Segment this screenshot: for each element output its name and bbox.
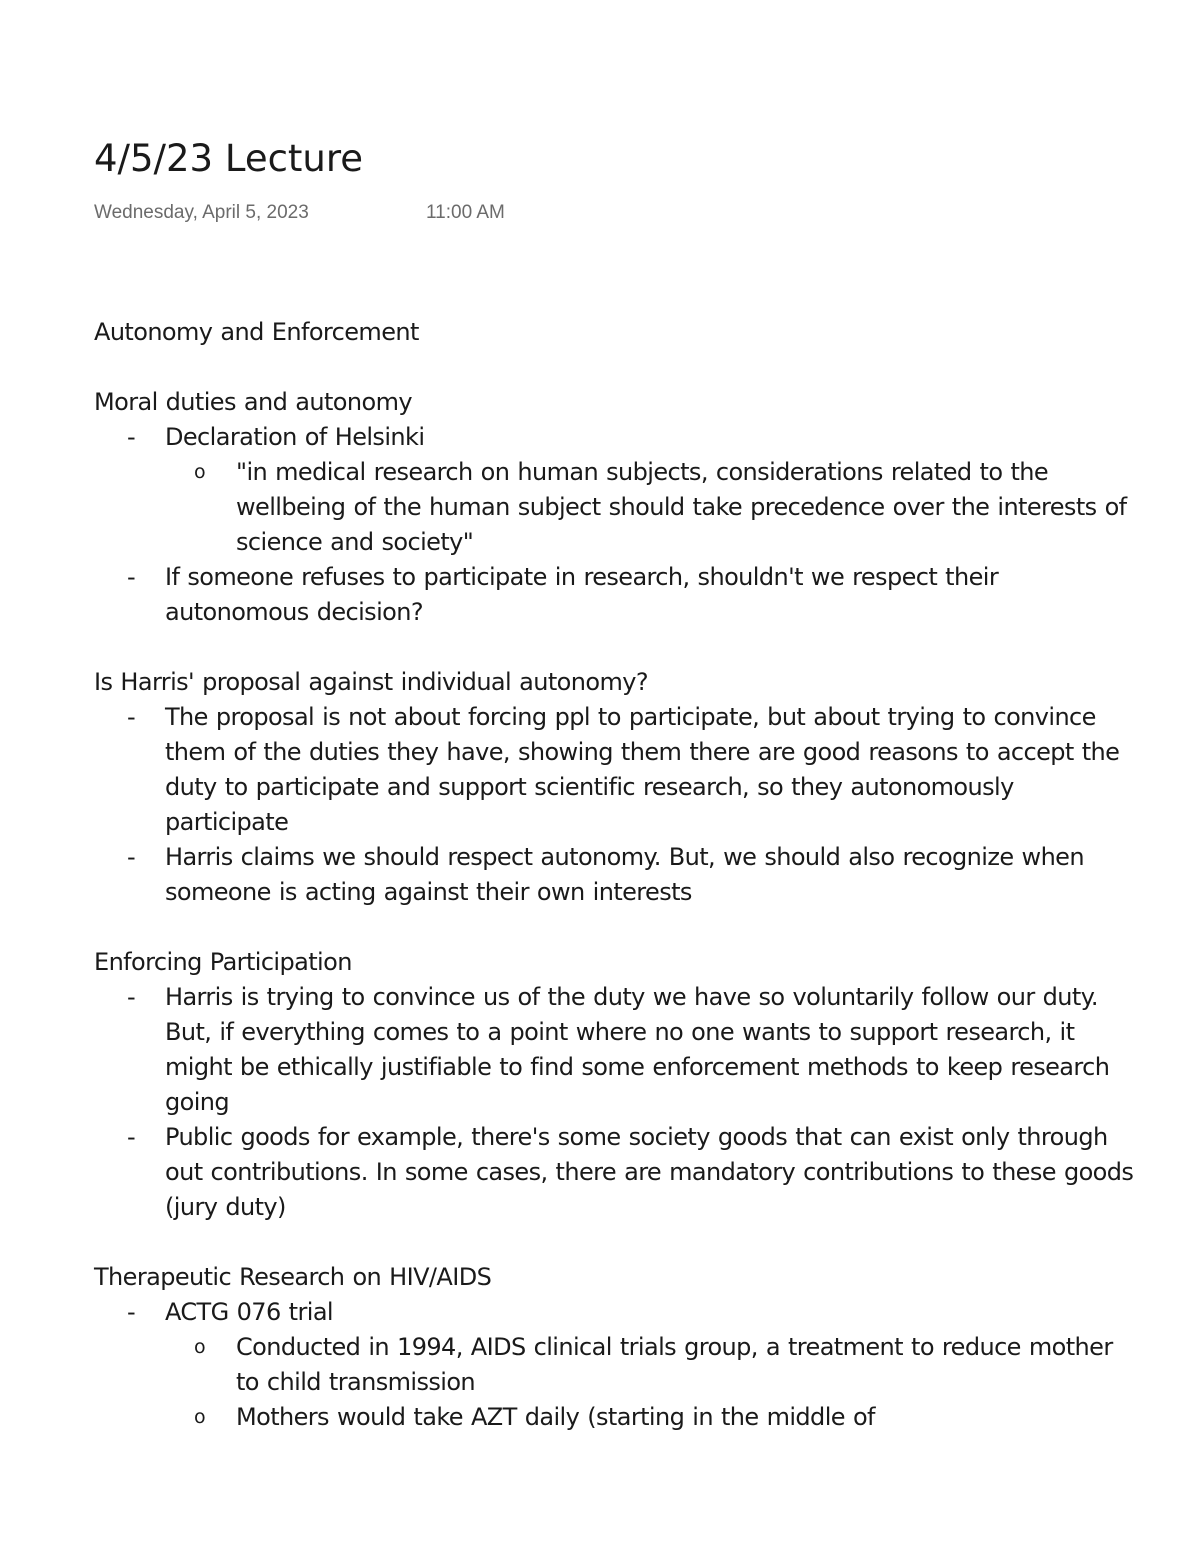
bullet-text: Harris claims we should respect autonomy. But, we should also recognize when someone is acting against their own interests (165, 843, 1084, 906)
section-heading: Therapeutic Research on HIV/AIDS (94, 1263, 492, 1291)
circle-bullet-icon: o (194, 1336, 206, 1358)
dash-bullet-icon: - (127, 1298, 136, 1326)
dash-bullet-icon: - (127, 563, 136, 591)
sub-bullet-item (94, 1400, 1134, 1435)
note-body (94, 315, 1134, 1435)
bullet-item (94, 700, 1134, 840)
bullet-item (94, 420, 1134, 455)
note-date: Wednesday, April 5, 2023 (94, 202, 309, 223)
section-heading: Is Harris' proposal against individual autonomy? (94, 668, 648, 696)
bullet-text: The proposal is not about forcing ppl to participate, but about trying to convince them of the duties they have, showing them there are good reasons to accept the duty to participate and support scientific research, so they autonomously participate (165, 703, 1120, 836)
dash-bullet-icon: - (127, 983, 136, 1011)
bullet-text: If someone refuses to participate in research, shouldn't we respect their autonomous decision? (165, 563, 999, 626)
bullet-text: Declaration of Helsinki (165, 423, 425, 451)
note-section (94, 1260, 1134, 1435)
bullet-item (94, 980, 1134, 1120)
note-section (94, 665, 1134, 910)
dash-bullet-icon: - (127, 1123, 136, 1151)
circle-bullet-icon: o (194, 1406, 206, 1428)
section-heading: Autonomy and Enforcement (94, 318, 419, 346)
sub-bullet-text: "in medical research on human subjects, considerations related to the wellbeing of the human subject should take precedence over the interests of science and society" (236, 458, 1127, 556)
sub-bullet-item (94, 1330, 1134, 1400)
bullet-text: ACTG 076 trial (165, 1298, 333, 1326)
bullet-item (94, 840, 1134, 910)
dash-bullet-icon: - (127, 703, 136, 731)
note-section (94, 315, 1134, 350)
section-heading: Moral duties and autonomy (94, 388, 412, 416)
bullet-item (94, 560, 1134, 630)
sub-bullet-item (94, 455, 1134, 560)
bullet-text: Public goods for example, there's some society goods that can exist only through out contributions. In some cases, there are mandatory contributions to these goods (jury duty) (165, 1123, 1134, 1221)
circle-bullet-icon: o (194, 461, 206, 483)
sub-bullet-text: Conducted in 1994, AIDS clinical trials group, a treatment to reduce mother to child transmission (236, 1333, 1113, 1396)
page-title: 4/5/23 Lecture (94, 137, 364, 180)
note-time: 11:00 AM (426, 202, 505, 223)
dash-bullet-icon: - (127, 843, 136, 871)
section-heading: Enforcing Participation (94, 948, 352, 976)
dash-bullet-icon: - (127, 423, 136, 451)
bullet-item (94, 1295, 1134, 1330)
bullet-text: Harris is trying to convince us of the duty we have so voluntarily follow our duty. But, if everything comes to a point where no one wants to support research, it might be ethically justifiable to find some enforcement methods to keep research going (165, 983, 1110, 1116)
note-section (94, 945, 1134, 1225)
sub-bullet-text: Mothers would take AZT daily (starting in the middle of (236, 1403, 875, 1431)
bullet-item (94, 1120, 1134, 1225)
note-section (94, 385, 1134, 630)
